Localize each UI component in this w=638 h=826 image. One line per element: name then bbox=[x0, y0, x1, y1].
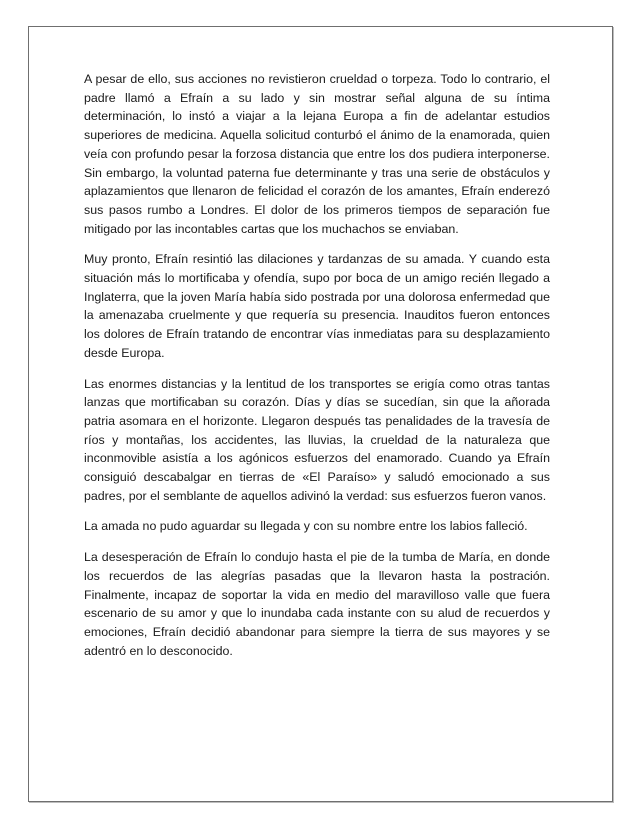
paragraph-4: La amada no pudo aguardar su llegada y con su nombre entre los labios falleció. bbox=[84, 519, 528, 534]
document-body bbox=[84, 70, 550, 672]
paragraph-1: A pesar de ello, sus acciones no revistieron crueldad o torpeza. Todo lo contrario, el padre llamó a Efraín a su lado y sin mostrar señal alguna de su íntima determinación, lo instó a viajar a la lejana Europa a fin de adelantar estudios superiores de medicina. Aquella solicitud conturbó el ánimo de la enamorada, quien veía con profundo pesar la forzosa distancia que entre los dos pudiera interponerse. Sin embargo, la voluntad paterna fue determinante y tras una serie de obstáculos y aplazamientos que llenaron de felicidad el corazón de los amantes, Efraín enderezó sus pasos rumbo a Londres. El dolor de los primeros tiempos de separación fue mitigado por las incontables cartas que los muchachos se enviaban. bbox=[84, 72, 550, 236]
paragraph-5: La desesperación de Efraín lo condujo hasta el pie de la tumba de María, en donde los recuerdos de las alegrías pasadas que la llevaron hasta la postración. Finalmente, incapaz de soportar la vida en medio del maravilloso valle que fuera escenario de su amor y que lo inundaba cada instante con su alud de recuerdos y emociones, Efraín decidió abandonar para siempre la tierra de sus mayores y se adentró en lo desconocido. bbox=[84, 550, 550, 658]
paragraph-3: Las enormes distancias y la lentitud de los transportes se erigía como otras tantas lanzas que mortificaban su corazón. Días y días se sucedían, sin que la añorada patria asomara en el horizonte. Llegaron después tas penalidades de la travesía de ríos y montañas, los accidentes, las lluvias, la crueldad de la naturaleza que inconmovible asistía a los agónicos esfuerzos del enamorado. Cuando ya Efraín consiguió descabalgar en tierras de «El Paraíso» y saludó emocionado a sus padres, por el semblante de aquellos adivinó la verdad: sus esfuerzos fueron vanos. bbox=[84, 376, 550, 503]
paragraph-2: Muy pronto, Efraín resintió las dilaciones y tardanzas de su amada. Y cuando esta situación más lo mortificaba y ofendía, supo por boca de un amigo recién llegado a Inglaterra, que la joven María había sido postrada por una dolorosa enfermedad que la amenazaba cruelmente y que requería su presencia. Inauditos fueron entonces los dolores de Efraín tratando de encontrar vías inmediatas para su desplazamiento desde Europa. bbox=[84, 252, 550, 360]
